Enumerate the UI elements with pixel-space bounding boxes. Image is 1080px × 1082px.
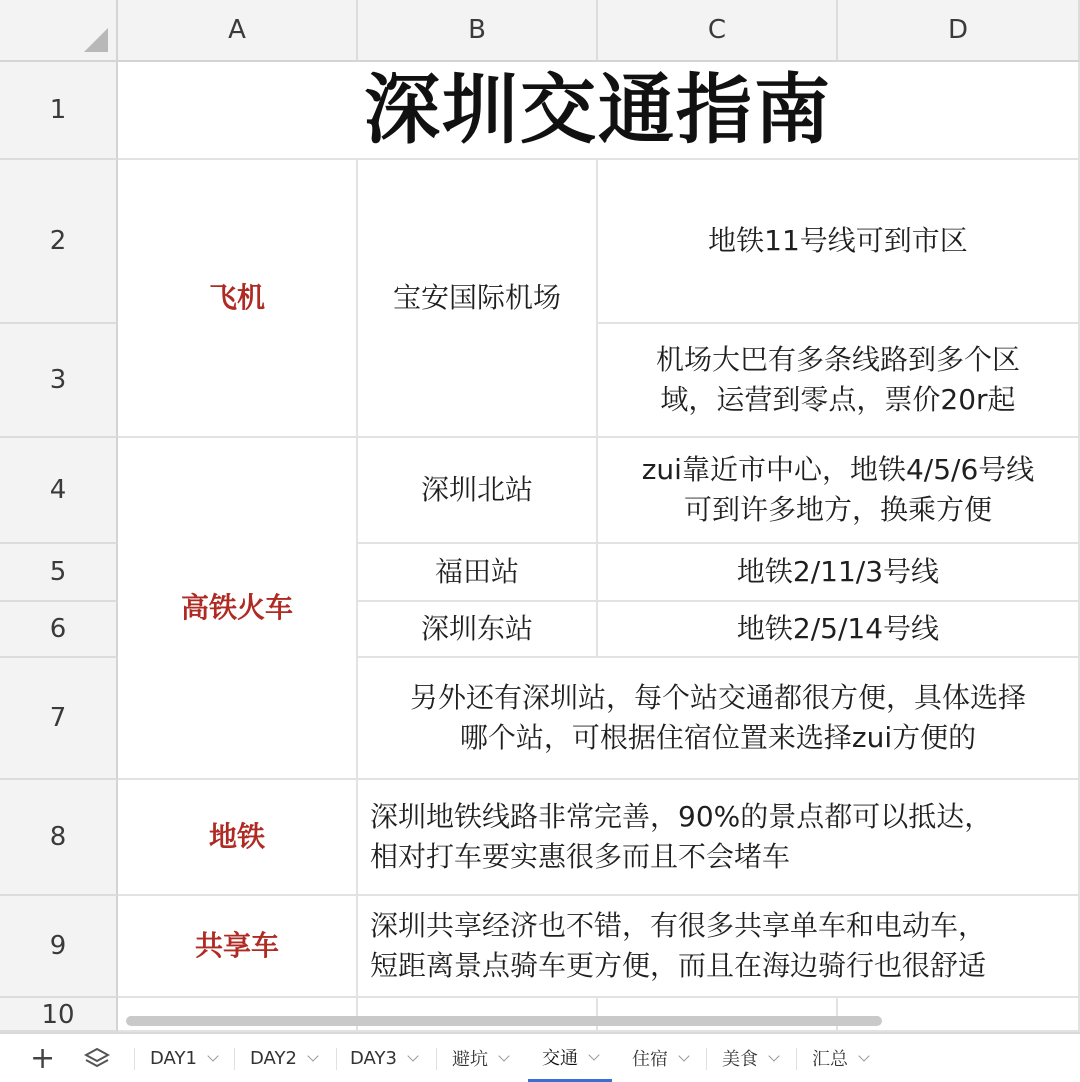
tab-separator	[436, 1048, 437, 1070]
empty-cell[interactable]	[838, 998, 1080, 1032]
north-station-cell[interactable]: 深圳北站	[358, 438, 598, 544]
row-header-3[interactable]: 3	[0, 324, 118, 438]
column-header-b[interactable]: B	[358, 0, 598, 62]
empty-cell[interactable]	[598, 998, 838, 1032]
sheet-tab-summary[interactable]	[812, 1034, 868, 1082]
tab-separator	[336, 1048, 337, 1070]
select-all-triangle-icon	[84, 28, 108, 52]
sheet-tab-label: 避坑	[452, 1049, 488, 1070]
sheet-tabs-bar	[0, 1032, 1080, 1082]
sheet-tab-pitfalls[interactable]	[452, 1034, 508, 1082]
sheet-tab-label: DAY1	[150, 1047, 197, 1069]
empty-cell[interactable]	[118, 998, 358, 1032]
select-all-corner[interactable]	[0, 0, 118, 62]
sheet-tab-day1[interactable]	[150, 1034, 217, 1082]
row-header-1[interactable]: 1	[0, 62, 118, 160]
column-header-c[interactable]: C	[598, 0, 838, 62]
row-header-4[interactable]: 4	[0, 438, 118, 544]
row-header-5[interactable]: 5	[0, 544, 118, 602]
sheet-tab-day3[interactable]	[350, 1034, 417, 1082]
chevron-down-icon	[678, 1050, 689, 1061]
tab-separator	[706, 1048, 707, 1070]
sheet-tab-food[interactable]	[722, 1034, 778, 1082]
sheet-tab-lodging[interactable]	[632, 1034, 688, 1082]
add-sheet-plus-icon[interactable]: +	[30, 1040, 56, 1076]
sheet-tab-label: 住宿	[632, 1049, 668, 1070]
column-header-d[interactable]: D	[838, 0, 1080, 62]
sheet-tab-day2[interactable]	[250, 1034, 317, 1082]
airport-metro-info-cell[interactable]: 地铁11号线可到市区	[598, 160, 1080, 324]
airport-bus-info-cell[interactable]: 机场大巴有多条线路到多个区 域，运营到零点，票价20r起	[598, 324, 1080, 438]
horizontal-scrollbar[interactable]	[126, 1016, 882, 1026]
column-header-a[interactable]: A	[118, 0, 358, 62]
chevron-down-icon	[407, 1050, 418, 1061]
sheet-tab-label: 汇总	[812, 1049, 848, 1070]
row-header-8[interactable]: 8	[0, 780, 118, 896]
north-station-info-cell[interactable]: zui靠近市中心，地铁4/5/6号线 可到许多地方，换乘方便	[598, 438, 1080, 544]
east-station-info-cell[interactable]: 地铁2/5/14号线	[598, 602, 1080, 658]
tab-separator	[234, 1048, 235, 1070]
chevron-down-icon	[498, 1050, 509, 1061]
category-plane-cell[interactable]: 飞机	[118, 160, 358, 438]
bike-info-cell[interactable]: 深圳共享经济也不错，有很多共享单车和电动车， 短距离景点骑车更方便，而且在海边骑行也很舒适	[358, 896, 1080, 998]
futian-station-cell[interactable]: 福田站	[358, 544, 598, 602]
sheet-tab-label: DAY2	[250, 1047, 297, 1069]
row-header-7[interactable]: 7	[0, 658, 118, 780]
category-metro-cell[interactable]: 地铁	[118, 780, 358, 896]
chevron-down-icon	[768, 1050, 779, 1061]
futian-station-info-cell[interactable]: 地铁2/11/3号线	[598, 544, 1080, 602]
chevron-down-icon	[588, 1049, 599, 1060]
title-cell[interactable]: 深圳交通指南	[118, 62, 1080, 160]
chevron-down-icon	[307, 1050, 318, 1061]
airport-cell[interactable]: 宝安国际机场	[358, 160, 598, 438]
tab-separator	[134, 1048, 135, 1070]
sheet-tab-label: DAY3	[350, 1047, 397, 1069]
category-rail-cell[interactable]: 高铁火车	[118, 438, 358, 780]
category-bike-cell[interactable]: 共享车	[118, 896, 358, 998]
chevron-down-icon	[207, 1050, 218, 1061]
east-station-cell[interactable]: 深圳东站	[358, 602, 598, 658]
sheet-tab-label: 美食	[722, 1049, 758, 1070]
row-header-9[interactable]: 9	[0, 896, 118, 998]
sheet-tab-label: 交通	[542, 1047, 578, 1069]
sheet-layers-icon[interactable]	[84, 1034, 110, 1082]
row-header-2[interactable]: 2	[0, 160, 118, 324]
rail-note-cell[interactable]: 另外还有深圳站，每个站交通都很方便，具体选择 哪个站，可根据住宿位置来选择zui方便的	[358, 658, 1080, 780]
sheet-tab-transport[interactable]	[528, 1034, 612, 1082]
row-header-6[interactable]: 6	[0, 602, 118, 658]
tab-separator	[796, 1048, 797, 1070]
chevron-down-icon	[858, 1050, 869, 1061]
empty-cell[interactable]	[358, 998, 598, 1032]
row-header-10[interactable]: 10	[0, 998, 118, 1032]
metro-info-cell[interactable]: 深圳地铁线路非常完善，90%的景点都可以抵达， 相对打车要实惠很多而且不会堵车	[358, 780, 1080, 896]
